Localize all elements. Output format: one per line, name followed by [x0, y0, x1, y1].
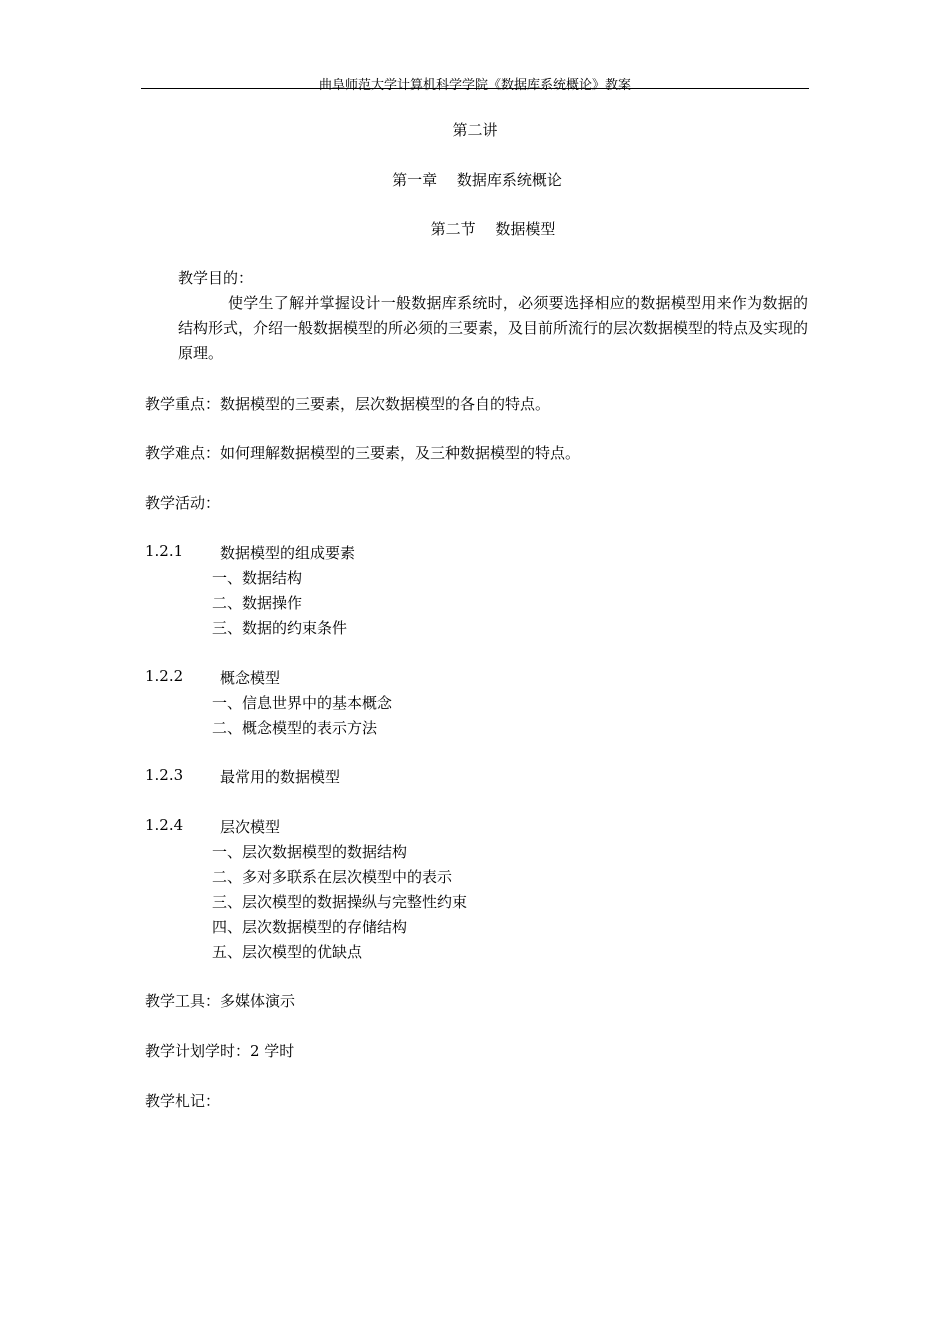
section-heading: 最常用的数据模型 [220, 768, 341, 786]
section-heading: 概念模型 [220, 669, 281, 687]
section-heading: 层次模型 [220, 818, 281, 836]
list-item: 三、数据的约束条件 [212, 619, 348, 637]
teaching-notes: 教学札记： [145, 1092, 221, 1110]
section-heading: 数据模型的组成要素 [220, 544, 356, 562]
objective-text: 使学生了解并掌握设计一般数据库系统时，必须要选择相应的数据模型用来作为数据的结构形式，介绍一般数据模型的所必须的三要素，及目前所流行的层次数据模型的特点及实现的原理。 [178, 294, 809, 362]
chapter-title: 第一章 数据库系统概论 [392, 171, 562, 189]
page-header: 曲阜师范大学计算机科学学院《数据库系统概论》教案 [318, 78, 631, 93]
header-rule [141, 88, 809, 89]
list-item: 四、层次数据模型的存储结构 [212, 918, 408, 936]
key-points: 教学重点：数据模型的三要素，层次数据模型的各自的特点。 [145, 395, 551, 413]
list-item: 一、信息世界中的基本概念 [212, 694, 393, 712]
difficulties: 教学难点：如何理解数据模型的三要素，及三种数据模型的特点。 [145, 444, 581, 462]
list-item: 二、概念模型的表示方法 [212, 719, 378, 737]
list-item: 三、层次模型的数据操纵与完整性约束 [212, 893, 468, 911]
list-item: 二、数据操作 [212, 594, 303, 612]
objective-label: 教学目的： [178, 269, 254, 287]
list-item: 一、层次数据模型的数据结构 [212, 843, 408, 861]
section-number: 1.2.2 [145, 667, 184, 685]
section-title: 第二节 数据模型 [430, 220, 556, 238]
activities-label: 教学活动： [145, 494, 221, 512]
section-number: 1.2.4 [145, 816, 184, 834]
section-number: 1.2.1 [145, 542, 184, 560]
teaching-hours: 教学计划学时：2 学时 [145, 1042, 295, 1060]
list-item: 二、多对多联系在层次模型中的表示 [212, 868, 453, 886]
list-item: 一、数据结构 [212, 569, 303, 587]
lecture-title: 第二讲 [452, 121, 498, 139]
list-item: 五、层次模型的优缺点 [212, 943, 363, 961]
teaching-tools: 教学工具：多媒体演示 [145, 992, 296, 1010]
section-number: 1.2.3 [145, 766, 184, 784]
